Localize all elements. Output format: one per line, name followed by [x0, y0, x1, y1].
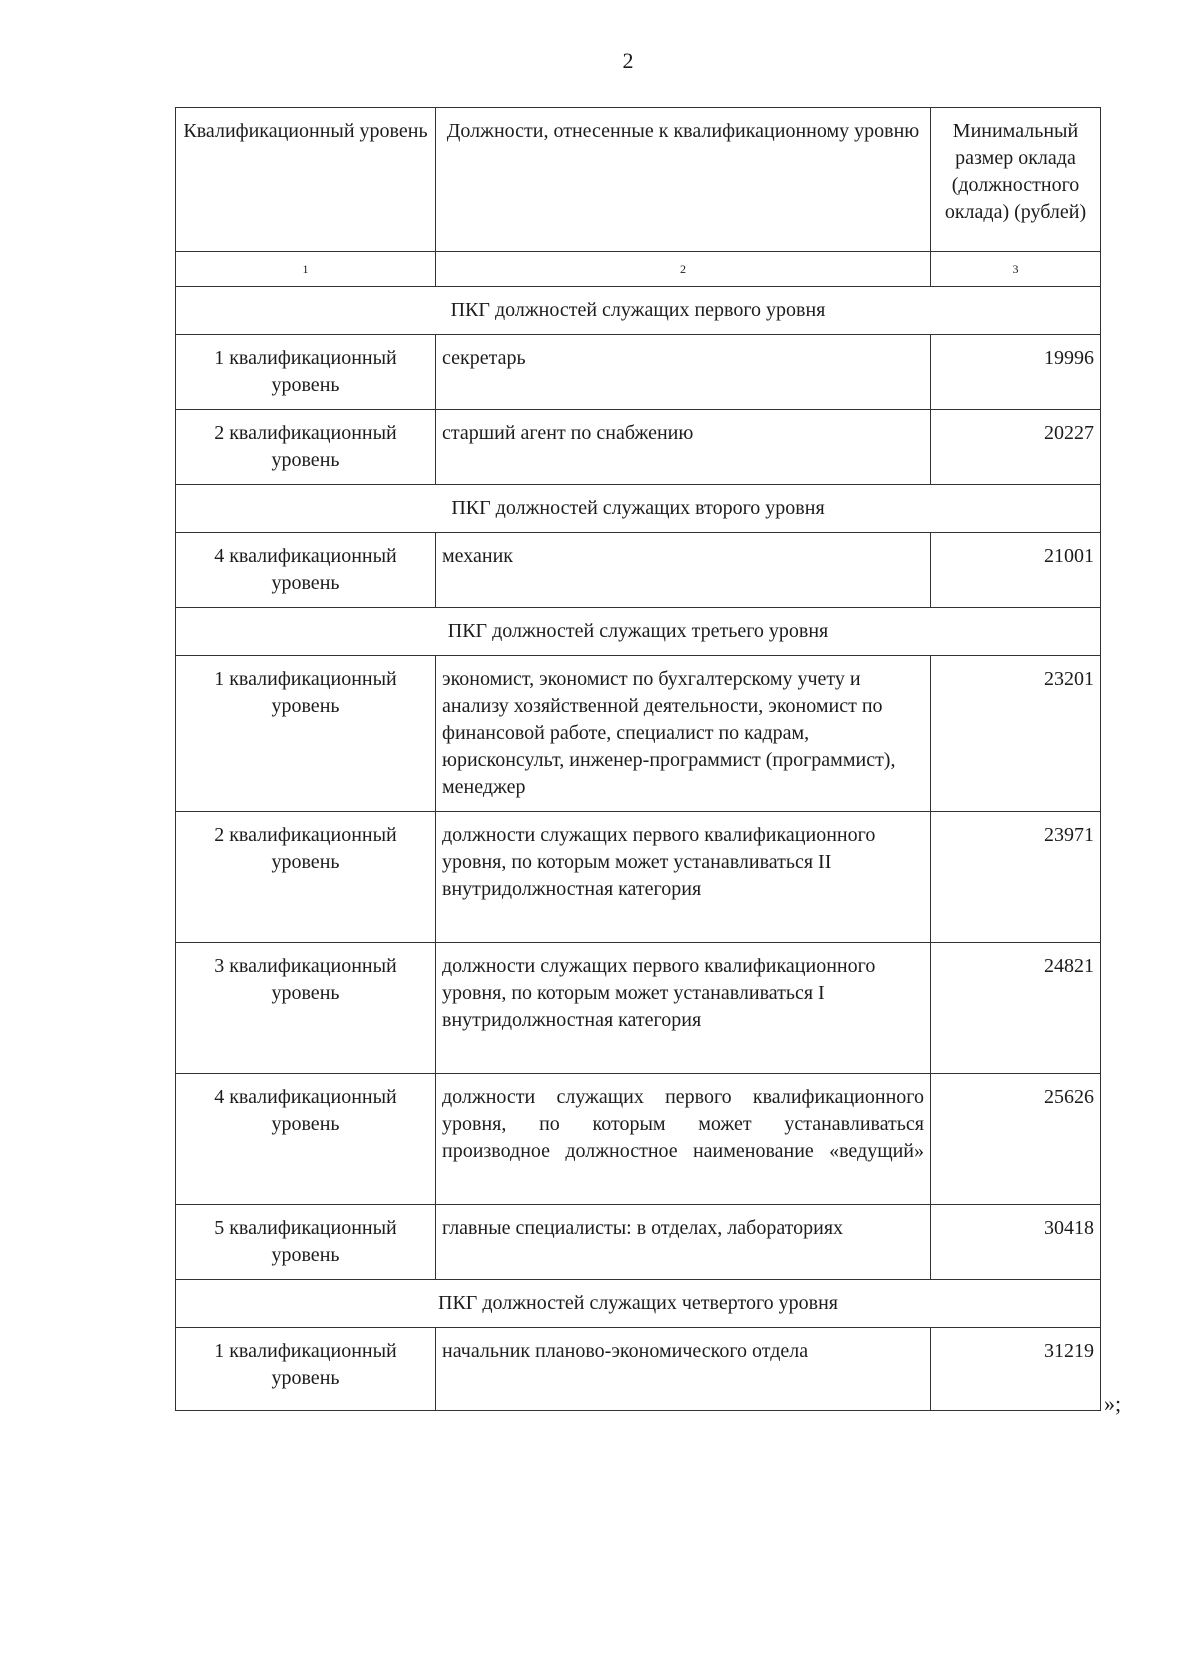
column-number: 1 [176, 252, 436, 287]
column-number-row [176, 252, 1101, 287]
group-title: ПКГ должностей служащих первого уровня [176, 287, 1101, 335]
group-header-row [176, 1280, 1101, 1328]
level-cell: 2 квалификационный уровень [176, 812, 436, 943]
page-number: 2 [622, 48, 634, 73]
positions-cell: должности служащих первого квалификационного уровня, по которым может устанавливаться производное должностное наименование «ведущий» [436, 1074, 931, 1205]
salary-cell: 20227 [931, 410, 1101, 485]
table-row [176, 410, 1101, 485]
salary-cell: 30418 [931, 1205, 1101, 1280]
header-level: Квалификационный уровень [176, 108, 436, 252]
column-number: 2 [436, 252, 931, 287]
positions-cell: экономист, экономист по бухгалтерскому учету и анализу хозяйственной деятельности, экономист по финансовой работе, специалист по кадрам, юрисконсульт, инженер-программист (программист), менеджер [436, 656, 931, 812]
salary-cell: 25626 [931, 1074, 1101, 1205]
positions-cell: должности служащих первого квалификационного уровня, по которым может устанавливаться II внутридолжностная категория [436, 812, 931, 943]
table-row [176, 335, 1101, 410]
table-row [176, 943, 1101, 1074]
salary-cell: 31219 [931, 1328, 1101, 1411]
positions-cell: главные специалисты: в отделах, лабораториях [436, 1205, 931, 1280]
positions-cell: механик [436, 533, 931, 608]
level-cell: 1 квалификационный уровень [176, 335, 436, 410]
level-cell: 4 квалификационный уровень [176, 533, 436, 608]
level-cell: 2 квалификационный уровень [176, 410, 436, 485]
closing-quote-mark: »; [1104, 1391, 1122, 1416]
table-row [176, 533, 1101, 608]
header-salary: Минимальный размер оклада (должностного оклада) (рублей) [931, 108, 1101, 252]
positions-cell: старший агент по снабжению [436, 410, 931, 485]
salary-cell: 23971 [931, 812, 1101, 943]
salary-cell: 19996 [931, 335, 1101, 410]
positions-cell: должности служащих первого квалификационного уровня, по которым может устанавливаться I внутридолжностная категория [436, 943, 931, 1074]
table-row [176, 656, 1101, 812]
column-number: 3 [931, 252, 1101, 287]
salary-cell: 24821 [931, 943, 1101, 1074]
group-title: ПКГ должностей служащих второго уровня [176, 485, 1101, 533]
level-cell: 3 квалификационный уровень [176, 943, 436, 1074]
level-cell: 5 квалификационный уровень [176, 1205, 436, 1280]
group-title: ПКГ должностей служащих четвертого уровня [176, 1280, 1101, 1328]
level-cell: 1 квалификационный уровень [176, 656, 436, 812]
group-header-row [176, 485, 1101, 533]
table-row [176, 1328, 1101, 1411]
table-row [176, 812, 1101, 943]
group-title: ПКГ должностей служащих третьего уровня [176, 608, 1101, 656]
level-cell: 1 квалификационный уровень [176, 1328, 436, 1411]
salary-cell: 21001 [931, 533, 1101, 608]
positions-cell: секретарь [436, 335, 931, 410]
table-header-row [176, 108, 1101, 252]
group-header-row [176, 287, 1101, 335]
positions-cell: начальник планово-экономического отдела [436, 1328, 931, 1411]
level-cell: 4 квалификационный уровень [176, 1074, 436, 1205]
header-positions: Должности, отнесенные к квалификационному уровню [436, 108, 931, 252]
table-row [176, 1074, 1101, 1205]
table-row [176, 1205, 1101, 1280]
salary-cell: 23201 [931, 656, 1101, 812]
group-header-row [176, 608, 1101, 656]
salary-table [175, 107, 1101, 1411]
